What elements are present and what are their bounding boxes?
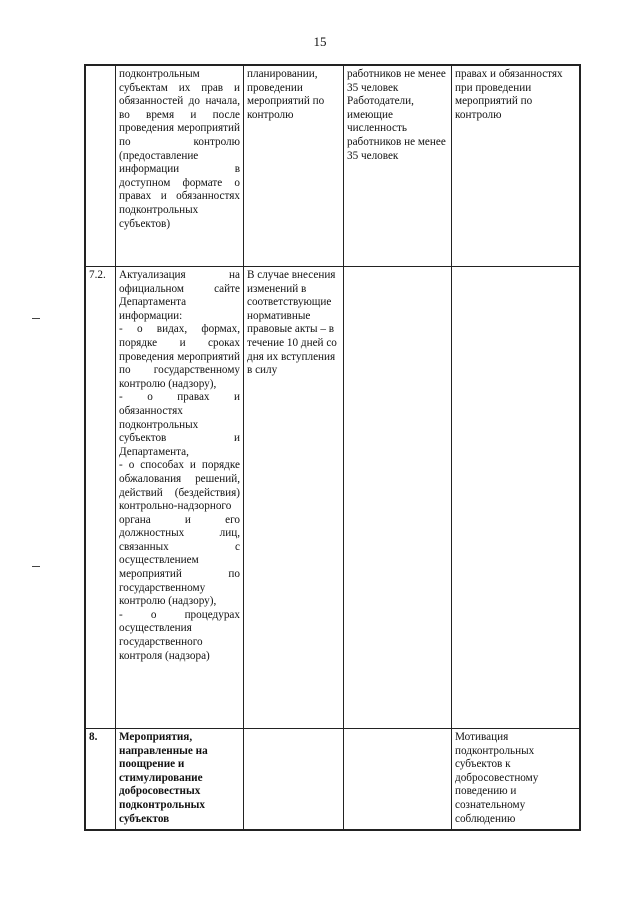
responsible-cell: работников не менее 35 человек Работодатели, имеющие численность работников не менее 35 человек — [344, 66, 452, 267]
measure-cell: подконтрольным субъектам их прав и обязанностей до начала, во время и после проведения мероприятий по контролю (предоставление информации в доступном формате о правах и обязанностях подконтрольных субъектов) — [116, 66, 244, 267]
result-cell: Мотивация подконтрольных субъектов к добросовестному поведению и сознательному соблюдению — [452, 729, 580, 830]
margin-mark — [32, 566, 40, 567]
row-number: 7.2. — [86, 267, 116, 729]
responsible-cell — [344, 267, 452, 729]
table-row — [86, 267, 580, 729]
timing-cell: В случае внесения изменений в соответствующие нормативные правовые акты – в течение 10 дней со дня их вступления в силу — [244, 267, 344, 729]
margin-mark — [32, 318, 40, 319]
result-cell — [452, 267, 580, 729]
table-row — [86, 729, 580, 830]
measure-cell: Актуализация на официальном сайте Департамента информации: - о видах, формах, порядке и сроках проведения мероприятий по государственному контролю (надзору), - о правах и обязанностях подконтрольных субъектов и Департамента, - о способах и порядке обжалования решений, действий (бездействия) контрольно-надзорного органа и его должностных лиц, связанных с осуществлением мероприятий по государственному контролю (надзору), - о процедурах осуществления государственного контроля (надзора) — [116, 267, 244, 729]
table-row — [86, 66, 580, 267]
row-number — [86, 66, 116, 267]
responsible-cell — [344, 729, 452, 830]
page-number: 15 — [313, 34, 327, 49]
row-number: 8. — [86, 729, 116, 830]
measure-cell: Мероприятия, направленные на поощрение и стимулирование добросовестных подконтрольных субъектов — [116, 729, 244, 830]
result-cell: правах и обязанностях при проведении мероприятий по контролю — [452, 66, 580, 267]
timing-cell: планировании, проведении мероприятий по контролю — [244, 66, 344, 267]
measures-table — [84, 64, 581, 831]
timing-cell — [244, 729, 344, 830]
